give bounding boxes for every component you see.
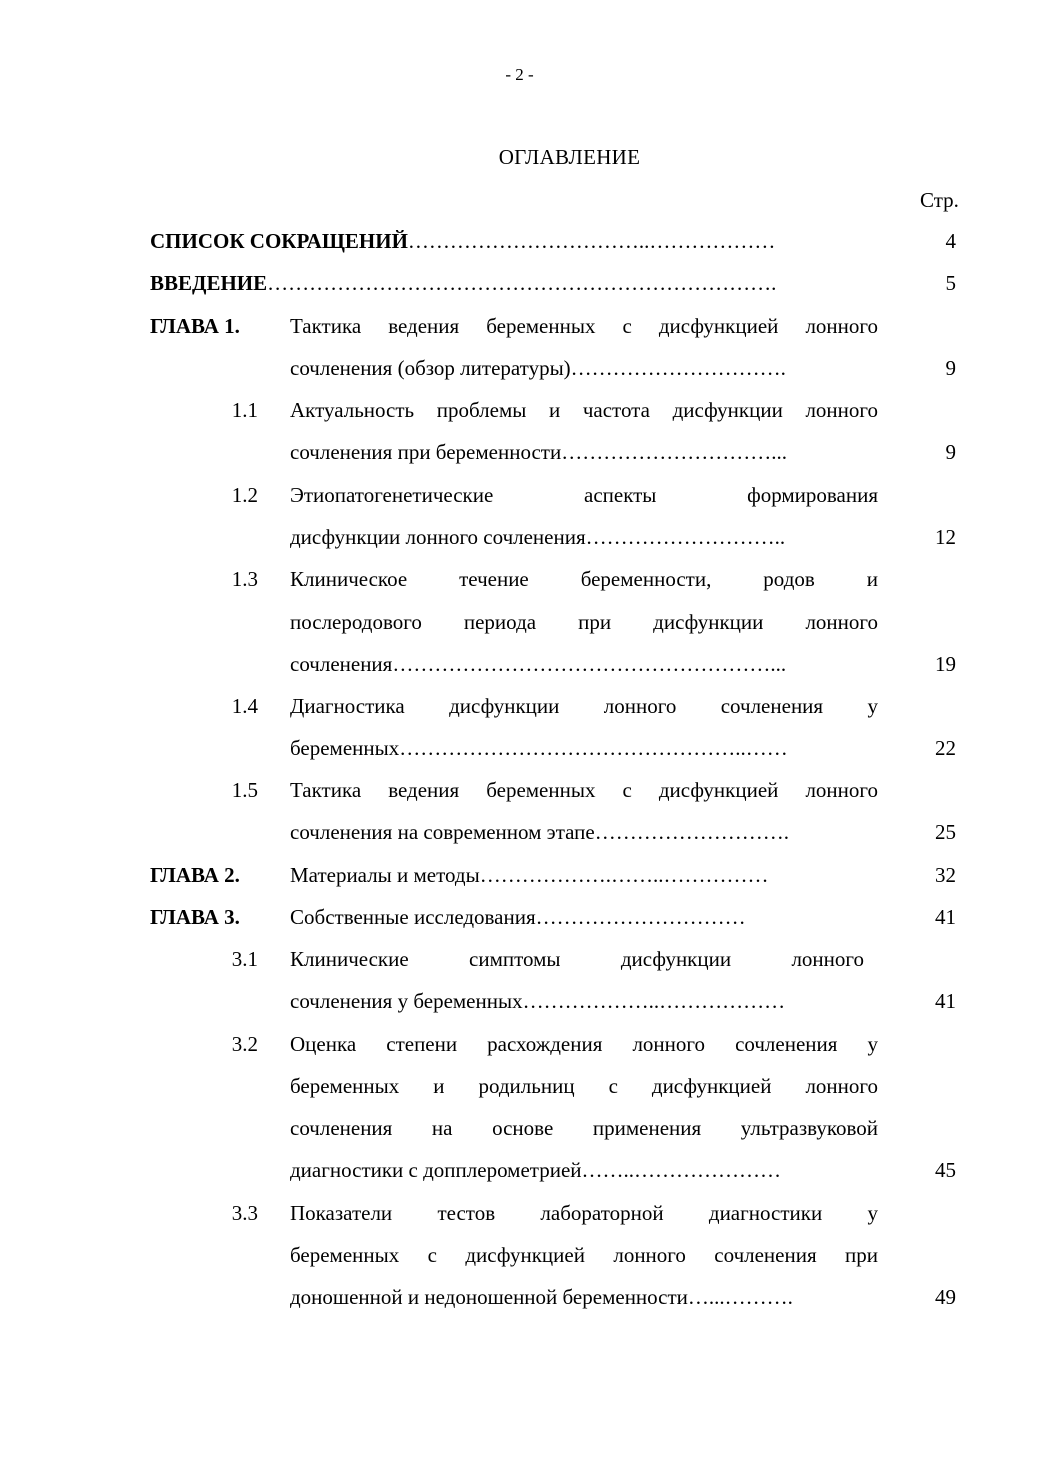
toc-page-number: 22 — [935, 736, 956, 760]
toc-page-number: 41 — [935, 989, 956, 1013]
toc-page-number: 5 — [945, 271, 956, 295]
document-title: ОГЛАВЛЕНИЕ — [498, 145, 641, 169]
toc-entry-label: ВВЕДЕНИЕ — [150, 271, 268, 295]
toc-page-number: 32 — [935, 863, 956, 887]
toc-page-number: 25 — [935, 820, 956, 844]
toc-entry-section-1-4-cont[interactable]: беременных…………………………………………..…… — [290, 736, 788, 760]
toc-entry-section-3-2[interactable]: Оценка степени расхождения лонного сочленения у — [290, 1032, 878, 1056]
toc-leader-dots: ……………………………..……………… — [407, 229, 776, 253]
toc-section-number: 3.2 — [231, 1032, 258, 1056]
toc-entry-section-1-3-cont[interactable]: послеродового периода при дисфункции лонного — [290, 610, 878, 634]
toc-entry-section-1-5[interactable]: Тактика ведения беременных с дисфункцией лонного — [290, 778, 878, 802]
toc-chapter-number: ГЛАВА 3. — [150, 905, 240, 929]
toc-page-number: 49 — [935, 1285, 956, 1309]
toc-entry-section-1-3[interactable]: Клиническое течение беременности, родов и — [290, 567, 878, 591]
toc-page-number: 9 — [945, 356, 956, 380]
toc-entry-section-3-2-cont[interactable]: сочленения на основе применения ультразвуковой — [290, 1116, 878, 1140]
toc-entry-chapter-2[interactable]: Материалы и методы……………….……..…………… — [290, 863, 769, 887]
toc-entry-chapter-3[interactable]: Собственные исследования………………………… — [290, 905, 746, 929]
toc-entry-section-1-4[interactable]: Диагностика дисфункции лонного сочленения у — [290, 694, 878, 718]
toc-section-number: 1.5 — [231, 778, 258, 802]
toc-section-number: 1.2 — [231, 483, 258, 507]
page-number: - 2 - — [505, 65, 534, 84]
toc-entry-section-3-3[interactable]: Показатели тестов лабораторной диагностики у — [290, 1201, 878, 1225]
toc-entry-section-1-2-cont[interactable]: дисфункции лонного сочленения……………………….. — [290, 525, 786, 549]
toc-page-number: 41 — [935, 905, 956, 929]
toc-entry-introduction[interactable] — [150, 273, 776, 294]
toc-entry-section-3-3-cont[interactable]: доношенной и недоношенной беременности…...………. — [290, 1285, 793, 1309]
toc-entry-section-3-3-cont[interactable]: беременных с дисфункцией лонного сочленения при — [290, 1243, 878, 1267]
toc-page-number: 4 — [945, 229, 956, 253]
toc-entry-section-1-1-cont[interactable]: сочленения при беременности…………………………... — [290, 440, 787, 464]
toc-page-number: 19 — [935, 652, 956, 676]
toc-section-number: 3.3 — [231, 1201, 258, 1225]
toc-entry-chapter-1[interactable]: Тактика ведения беременных с дисфункцией лонного — [290, 314, 878, 338]
toc-chapter-number: ГЛАВА 2. — [150, 863, 240, 887]
toc-entry-section-1-1[interactable]: Актуальность проблемы и частота дисфункции лонного — [290, 398, 878, 422]
toc-entry-section-1-5-cont[interactable]: сочленения на современном этапе………………………. — [290, 820, 789, 844]
toc-entry-section-1-3-cont[interactable]: сочленения………………………………………………... — [290, 652, 787, 676]
toc-section-number: 1.1 — [231, 398, 258, 422]
toc-entry-section-3-2-cont[interactable]: диагностики с допплерометрией……..………………… — [290, 1158, 782, 1182]
toc-entry-label: СПИСОК СОКРАЩЕНИЙ — [150, 229, 408, 253]
pages-column-header: Стр. — [920, 188, 959, 212]
toc-page-number: 12 — [935, 525, 956, 549]
toc-entry-section-1-2[interactable]: Этиопатогенетические аспекты формирования — [290, 483, 878, 507]
toc-page-number: 45 — [935, 1158, 956, 1182]
toc-chapter-number: ГЛАВА 1. — [150, 314, 240, 338]
toc-entry-abbreviations[interactable] — [150, 231, 775, 252]
toc-entry-section-3-1[interactable]: Клинические симптомы дисфункции лонного — [290, 947, 864, 971]
toc-section-number: 1.4 — [231, 694, 258, 718]
toc-section-number: 1.3 — [231, 567, 258, 591]
toc-section-number: 3.1 — [231, 947, 258, 971]
toc-leader-dots: ………………………………………………………………. — [267, 271, 777, 295]
toc-page-number: 9 — [945, 440, 956, 464]
toc-entry-section-3-2-cont[interactable]: беременных и родильниц с дисфункцией лонного — [290, 1074, 878, 1098]
toc-entry-chapter-1-cont[interactable]: сочленения (обзор литературы)…………………………. — [290, 356, 786, 380]
toc-entry-section-3-1-cont[interactable]: сочленения у беременных………………..……………… — [290, 989, 786, 1013]
